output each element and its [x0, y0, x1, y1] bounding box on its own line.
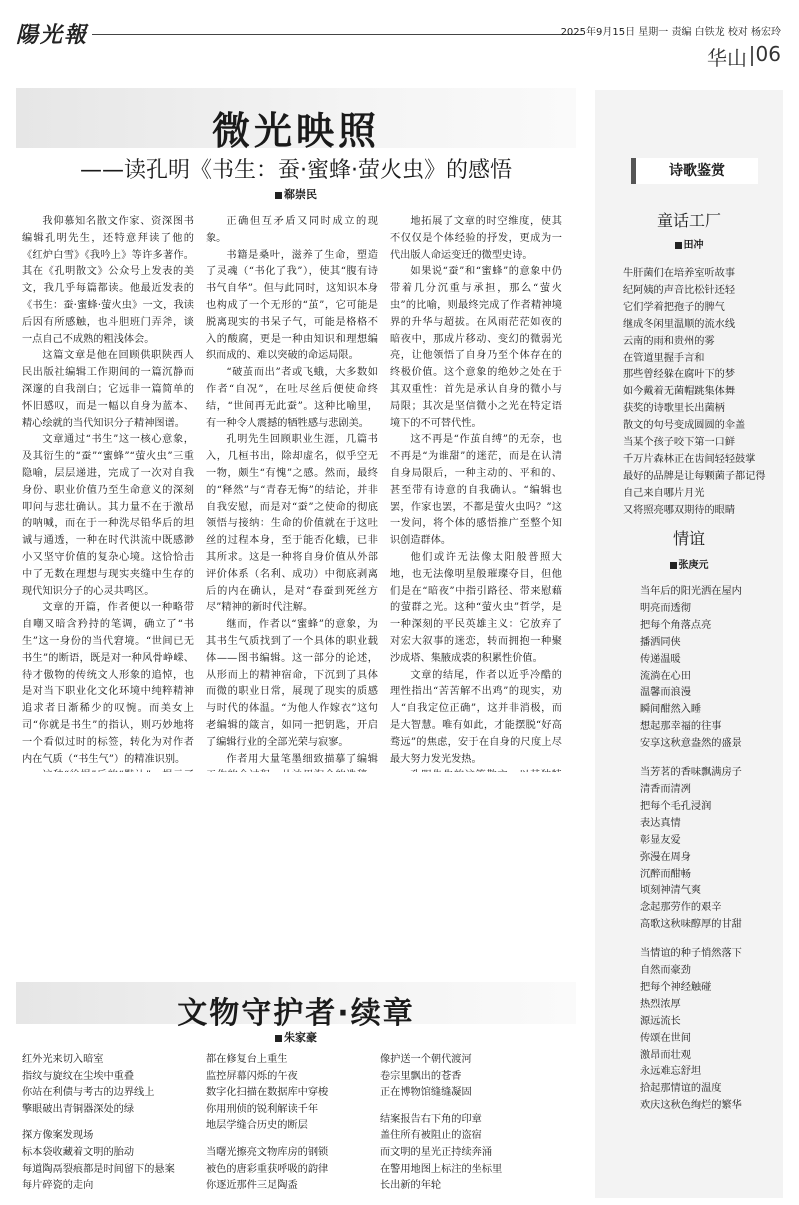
paragraph: 书籍是桑叶，滋养了生命，塑造了灵魂（“书化了我”），使其“腹有诗书气自华”。但与此同时，这知识本身也构成了一个无形的“茧”，它可能是脱离现实的书呆子气，可能是格格不入的酸腐，更是一种由知识和理想编织而成的、难以突破的命运局限。: [206, 249, 378, 362]
poem-line: 在警用地图上标注的坐标里: [380, 1163, 503, 1175]
poem-line: 而文明的星光正持续奔涌: [380, 1146, 493, 1158]
sidebar-poem-title: 情谊: [672, 529, 705, 548]
poem-line: 激昂而壮观: [640, 1049, 691, 1061]
poem-line: 顷刻神清气爽: [640, 885, 702, 897]
poem-byline: [0, 1029, 592, 1045]
paragraph: 正确但互矛盾又同时成立的现象。: [206, 216, 378, 244]
poem-line: 彰显友爱: [640, 834, 681, 846]
poem-line: 千万片森林正在齿间轻轻鼓掌: [623, 453, 756, 465]
poem-line: 牛肝菌们在培养室听故事: [623, 268, 736, 279]
poem-line: 自然而豪劲: [640, 965, 691, 977]
poem-line: 播洒同侠: [640, 636, 681, 648]
paragraph: 文章的结尾，作者以近乎冷酷的理性指出“苦苦解不出鸡”的现实，劝人“自我定位正确”，这并非消极，而是大智慧。唯有如此，才能摆脱“好高骛远”的焦虑，安于在自身的尺度上尽最大努力发光发热。: [390, 669, 562, 765]
poem-line: 最好的品牌是让每颗菌子都记得: [623, 470, 766, 482]
poem-line: 把每个角落点亮: [640, 619, 712, 631]
paragraph: 继而，作者以“蜜蜂”的意象，为其书生气质找到了一个具体的职业载体——图书编辑。这一部分的论述，从形而上的精神宿命，下沉到了具体而微的职业日常，展现了现实的质感与时代的体温。“为他人作嫁衣”这句老编辑的箴言，如同一把钥匙，开启了编辑行业的全部光荣与寂寥。: [206, 619, 378, 748]
poem-title: 文物守护者·续章: [177, 996, 415, 1031]
poem-line: 高歌这秋味醇厚的甘甜: [640, 919, 742, 931]
sidebar-poem-body: [623, 266, 766, 520]
poem-line: 卷宗里飘出的苍香: [380, 1070, 462, 1082]
poem-line: 指纹与旋纹在尘埃中重叠: [22, 1070, 135, 1082]
poem-line: 获奖的诗歌里长出菌柄: [623, 403, 725, 415]
poem-line: 明亮而透彻: [640, 602, 691, 614]
article-byline: [0, 186, 592, 202]
poem-line: 探方像案发现场: [22, 1130, 94, 1142]
poem-line: 红外光来切入暗室: [22, 1054, 104, 1065]
byline-marker-icon: [670, 562, 677, 569]
poem-line: 盖住所有被阻止的盗宿: [380, 1130, 482, 1142]
poem-line: 擎眼破出青铜器深处的绿: [22, 1103, 135, 1115]
poem-line: 地层学缝合历史的断层: [206, 1120, 308, 1132]
poem-line: 散文的句号变成圆圆的伞盖: [623, 420, 746, 432]
masthead-logo: 陽光報: [16, 22, 89, 48]
poem-line: 如今戴着无菌帽跳集体舞: [623, 386, 736, 398]
poem-line: 监控屏幕闪烁的午夜: [206, 1070, 298, 1082]
byline-marker-icon: [675, 242, 682, 249]
poem-line: 热烈浓厚: [640, 998, 681, 1010]
body-column-2: [206, 214, 378, 772]
poem-line: 长出新的年轮: [380, 1180, 442, 1192]
poem-line: 标本袋收藏着文明的胎动: [22, 1146, 135, 1158]
poem-line: 当情谊的种子悄然落下: [640, 948, 742, 960]
sidebar-poem-byline: [595, 556, 783, 571]
poem-line: 表达真情: [640, 817, 681, 829]
dateline: 2025年9月15日 星期一 责编 白铁龙 校对 杨宏玲: [560, 27, 781, 38]
paragraph: [390, 768, 562, 772]
poem-line: 当曙光擦亮文物库房的钢锁: [206, 1146, 329, 1158]
poem-line: 传递温暖: [640, 653, 681, 665]
sidebar-poem-body: [640, 584, 742, 1115]
sidebar-poem-title: 童话工厂: [656, 211, 721, 230]
article-title: 微光映照: [211, 109, 380, 153]
poem-line: 温馨而浪漫: [640, 687, 691, 699]
article-subtitle: ——读孔明《书生：蚕·蜜蜂·萤火虫》的感悟: [80, 158, 512, 183]
poem-line: 源远流长: [640, 1015, 681, 1027]
poem-line: 你逐近那件三足陶盉: [206, 1180, 298, 1192]
section-tag-label: 诗歌鉴赏: [669, 163, 725, 179]
body-column-3: [390, 214, 562, 772]
poem-line: 那些曾经躲在腐叶下的梦: [623, 369, 736, 381]
poem-line: 你用刑侦的锐利解读千年: [206, 1103, 319, 1115]
poem-column-2: [206, 1052, 328, 1195]
poem-line: 结案报告右下角的印章: [380, 1113, 482, 1125]
page-number: 06: [755, 42, 781, 66]
poem-line: 流淌在心田: [640, 670, 691, 682]
poem-line: 自己来自哪片月光: [623, 487, 705, 499]
section-tag: [631, 158, 758, 184]
poem-line: 云南的雨和贵州的雾: [623, 335, 715, 347]
poem-line: 纪阿姨的声音比松针还轻: [623, 284, 736, 296]
poem-line: 又将照亮哪双期待的眼睛: [623, 504, 736, 516]
paragraph: “破茧而出”者或飞蛾，大多数如作者“自况”，在吐尽丝后便使命终结，“世间再无此蚕”。这种比喻里，有一种令人震撼的牺牲感与悲剧美。: [206, 367, 378, 429]
sidebar-poem-author: 田冲: [683, 240, 704, 251]
poem-line: 把每个毛孔浸润: [640, 800, 712, 812]
section-name: 华山: [707, 46, 747, 70]
poem-line: 弥漫在周身: [640, 851, 691, 863]
paragraph: [22, 768, 194, 772]
paragraph: 文章的开篇，作者便以一种略带自嘲又暗含矜持的笔调，确立了“书生”这一身份的当代窘境。“世间已无书生”的断语，既是对一种风骨峥嵘、待才傲物的传统文人形象的追悼，也是对当下职业化文化环境中纯粹精神追求者日渐稀少的叹惋。而美女上司“你就是书生”的指认，则巧妙地将一个看似过时的标签，转化为对作者内在气质（“书生气”）的精准识别。: [22, 602, 194, 765]
poem-line: 继成冬闲里温顺的流水线: [623, 318, 736, 330]
paragraph: 文章通过“书生”这一核心意象，及其衍生的“蚕”“蜜蜂”“萤火虫”三重隐喻，层层递进，完成了一次对自我身份、职业价值乃至生命意义的深刻叩问与悲壮确认。其力量不在于激昂的呐喊，而在于一种洗尽铅华后的坦诚与通透，一种在时代洪流中既感渺小又坚守价值的复杂心境。这恰恰击中了无数在理想与现实夹缝中生存的现代知识分子的心灵共鸣区。: [22, 434, 194, 597]
poem-line: 念起那劳作的艰辛: [640, 902, 722, 914]
poem-line: 传颂在世间: [640, 1032, 691, 1044]
poem-line: 把每个神经触碰: [640, 981, 712, 993]
paragraph: 孔明先生回顾职业生涯，几篇书入，几桓书出，除却虚名，似乎空无一物，颇生“有愧”之感。然而，最终的“释然”与“青春无悔”的结论，并非自我安慰，而是对“蚕”之使命的彻底领悟与接纳：生命的价值就在于这吐丝的过程本身，至于能否化蛾，已非其所求。这是一种将自身价值从外部评价体系（名利、成功）中彻底剥离后的内在确认，是对“春蚕到死丝方尽”精神的新时代注解。: [206, 434, 378, 614]
poem-line: 安享这秋意盎然的盛景: [640, 738, 742, 750]
poem-column-3: [380, 1052, 502, 1195]
paragraph: 他们或许无法像太阳般普照大地，也无法像明星般璀璨夺目，但他们是在“暗夜”中指引路径、带来慰藉的萤群之光。这种“萤火虫”哲学，是一种深刻的平民英雄主义：它放弃了对宏大叙事的迷恋，转而拥抱一种聚沙成塔、集腋成裘的积累性价值。: [390, 551, 562, 664]
body-column-1: [22, 214, 194, 772]
poem-line: 当某个孩子咬下第一口鲜: [623, 437, 736, 449]
poem-line: 你站在利债与考古的边界线上: [22, 1087, 155, 1099]
poem-line: 拾起那情谊的温度: [640, 1083, 722, 1095]
poem-column-1: [22, 1052, 175, 1195]
poem-line: 数字化扫描在数据库中穿梭: [206, 1087, 329, 1099]
poem-line: 瞬间酣然入睡: [640, 704, 702, 716]
poem-line: 正在博物馆缝缝凝固: [380, 1087, 472, 1099]
poem-line: 每片碎瓷的走向: [22, 1180, 94, 1192]
poem-line: 被色的唐彩重获呼吸的韵律: [206, 1163, 329, 1175]
byline-marker-icon: [275, 1035, 282, 1042]
paragraph: 地拓展了文章的时空维度，使其不仅仅是个体经验的抒发，更成为一代出版人命运变迁的微型史诗。: [390, 216, 562, 261]
poem-line: 永远难忘舒坦: [640, 1066, 702, 1078]
poem-line: 像护送一个朝代渡河: [380, 1054, 472, 1065]
byline-marker-icon: [275, 192, 282, 199]
poem-line: 它们学着把孢子的脾气: [623, 301, 725, 313]
paragraph: 我仰慕知名散文作家、资深图书编辑孔明先生，还特意拜读了他的《红炉白雪》《我吟上》等许多著作。其在《孔明散文》公众号上发表的美文，我几乎每篇都读。他最近发表的《书生：蚕·蜜蜂·萤火虫》一文，我读后因有所感触，也斗胆班门弄斧，谈一点自己不成熟的粗浅体会。: [22, 216, 194, 345]
paragraph: 作者用大量笔墨细致描摹了编辑: [226, 753, 378, 765]
paragraph: 如果说“蚕”和“蜜蜂”的意象中仍带着几分沉重与承担，那么“萤火虫”的比喻，则最终完成了作者精神境界的升华与超拔。在风雨茫茫如夜的暗夜中，那成片移动、变幻的微弱光亮，让他领悟了自身乃至个体存在的终极价值。这个意象的绝妙之处在于其双重性：首先是承认自身的微小与局限；其次是坚信微小之光在特定语境下的不可替代性。: [390, 266, 562, 429]
article-author: 郗崇民: [284, 188, 317, 201]
sidebar-poem-author: 张庚元: [678, 560, 709, 571]
poem-line: 欢庆这秋色绚烂的繁华: [640, 1100, 742, 1112]
poem-line: 每道陶鬲裂痕都是时间留下的悬案: [22, 1163, 175, 1175]
page-separator: [751, 46, 753, 66]
poem-line: 想起那幸福的往事: [640, 721, 722, 733]
poem-line: 清香而清冽: [640, 783, 691, 795]
poem-line: 都在修复台上重生: [206, 1054, 288, 1065]
paragraph: 这不再是“作茧自缚”的无奈，也不再是“为谁甜”的迷茫，而是在认清自身局限后，一种主动的、平和的、甚至带有诗意的自我确认。“编辑也罢，作家也罢，不都是萤火虫吗？”这一发问，将个体的感悟推广至整个知识创造群体。: [390, 434, 562, 547]
poem-author: 朱家豪: [284, 1031, 317, 1044]
poem-line: 当芳茗的香味飘满房子: [640, 767, 742, 779]
header-divider: [92, 34, 582, 35]
sidebar-poem-byline: [595, 236, 783, 251]
poem-line: 当年后的阳光洒在屋内: [640, 586, 742, 597]
poem-line: 沉醉而酣畅: [640, 868, 691, 880]
poem-line: 在管道里握手言和: [623, 352, 705, 364]
paragraph: 这篇文章是他在回顾供职陕西人民出版社编辑工作期间的一篇沉静而深邃的自我剖白；它远非一篇简单的怀旧感叹，而是一幅以自身为蓝本、精心绘就的当代知识分子精神图谱。: [22, 350, 194, 429]
